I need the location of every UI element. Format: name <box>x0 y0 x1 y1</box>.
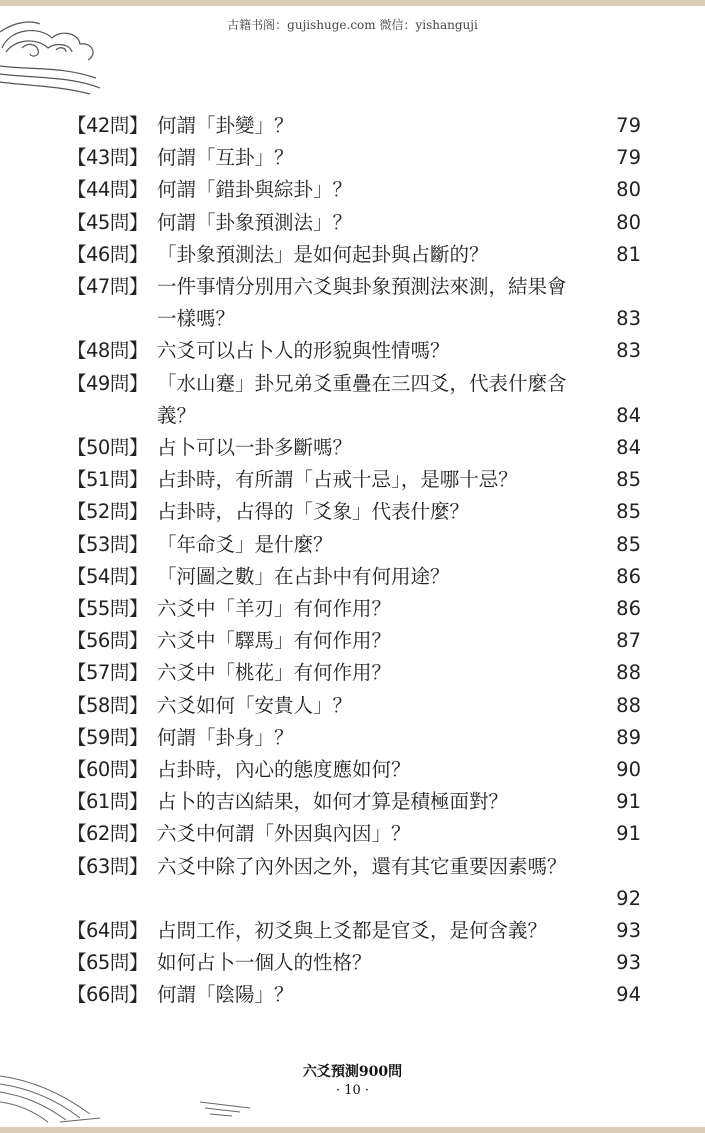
bottom-border <box>0 1127 705 1133</box>
toc-entry[interactable] <box>67 786 647 818</box>
page-reference: 79 <box>616 114 641 137</box>
page-reference: 94 <box>616 983 641 1007</box>
question-number: 【47問】 <box>67 275 148 299</box>
question-title: 「水山蹇」卦兄弟爻重疊在三四爻，代表什麼含 <box>157 371 567 395</box>
page-reference: 88 <box>616 661 641 685</box>
question-title: 六爻可以占卜人的形貌與性情嗎？ <box>157 339 450 363</box>
page-reference: 91 <box>616 790 641 814</box>
question-title: 何謂「陰陽」？ <box>157 983 294 1007</box>
question-title: 占卜可以一卦多斷嗎？ <box>157 436 353 460</box>
toc-entry[interactable] <box>67 432 647 464</box>
question-number: 【53問】 <box>67 532 148 556</box>
question-title: 六爻中除了內外因之外，還有其它重要因素嗎？ <box>157 854 567 878</box>
question-title: 占卦時，占得的「爻象」代表什麼？ <box>157 500 470 524</box>
question-title: 何謂「卦象預測法」？ <box>157 210 353 234</box>
question-number: 【56問】 <box>67 629 148 653</box>
toc-entry[interactable] <box>67 561 647 593</box>
toc-entry[interactable] <box>67 915 647 947</box>
table-of-contents <box>67 110 647 1012</box>
page-reference: 83 <box>616 339 641 363</box>
question-title: 一件事情分別用六爻與卦象預測法來測，結果會 <box>157 275 567 299</box>
toc-entry[interactable] <box>67 947 647 979</box>
page-number: · 10 · <box>335 1083 370 1098</box>
toc-entry[interactable] <box>67 593 647 625</box>
page-reference: 86 <box>616 564 641 588</box>
toc-entry[interactable] <box>67 979 647 1011</box>
question-title-continued <box>157 303 647 335</box>
question-title: 六爻中何謂「外因與內因」？ <box>157 822 411 846</box>
toc-entry[interactable] <box>67 368 647 432</box>
question-title-continued <box>157 400 647 432</box>
toc-entry[interactable] <box>67 271 647 335</box>
page-reference: 93 <box>616 919 641 943</box>
question-number: 【42問】 <box>67 114 148 137</box>
page-reference: 83 <box>616 307 641 331</box>
page-reference: 88 <box>616 693 641 717</box>
page-reference: 80 <box>616 178 641 202</box>
question-number: 【54問】 <box>67 564 148 588</box>
toc-entry[interactable] <box>67 625 647 657</box>
question-number: 【50問】 <box>67 436 148 460</box>
page-reference: 86 <box>616 597 641 621</box>
question-number: 【52問】 <box>67 500 148 524</box>
question-number: 【51問】 <box>67 468 148 492</box>
question-title: 占卦時，內心的態度應如何？ <box>157 758 411 782</box>
page-reference: 80 <box>616 210 641 234</box>
question-title: 六爻如何「安貴人」？ <box>157 693 353 717</box>
page-reference: 79 <box>616 146 641 170</box>
question-title-continued-text: 義？ <box>157 403 197 427</box>
question-number: 【55問】 <box>67 597 148 621</box>
toc-entry[interactable] <box>67 690 647 722</box>
page-reference: 84 <box>616 436 641 460</box>
question-number: 【64問】 <box>67 919 148 943</box>
page-reference: 87 <box>616 629 641 653</box>
question-title: 何謂「互卦」？ <box>157 146 294 170</box>
page-reference: 91 <box>616 822 641 846</box>
toc-entry[interactable] <box>67 174 647 206</box>
page-reference: 81 <box>616 242 641 266</box>
question-title: 「卦象預測法」是如何起卦與占斷的？ <box>157 242 489 266</box>
question-number: 【61問】 <box>67 790 148 814</box>
page-reference: 85 <box>616 468 641 492</box>
toc-entry[interactable] <box>67 207 647 239</box>
question-number: 【63問】 <box>67 854 148 878</box>
question-title: 占卦時，有所謂「占戒十忌」，是哪十忌？ <box>157 468 518 492</box>
book-title: 六爻預測900問 <box>302 1064 403 1080</box>
question-number: 【44問】 <box>67 178 148 202</box>
question-title: 何謂「卦變」？ <box>157 114 294 137</box>
top-border <box>0 0 705 6</box>
page-reference: 92 <box>616 886 641 910</box>
toc-entry[interactable] <box>67 335 647 367</box>
page-reference: 90 <box>616 758 641 782</box>
page-reference: 85 <box>616 500 641 524</box>
question-title: 「河圖之數」在占卦中有何用途？ <box>157 564 450 588</box>
question-title: 占問工作，初爻與上爻都是官爻，是何含義？ <box>157 919 548 943</box>
question-title-continued-text: 一樣嗎？ <box>157 307 236 331</box>
watermark-text: 古籍书阁：gujishuge.com 微信：yishanguji <box>227 18 478 32</box>
toc-entry[interactable] <box>67 239 647 271</box>
toc-entry[interactable] <box>67 110 647 142</box>
question-title: 何謂「卦身」？ <box>157 725 294 749</box>
question-title: 六爻中「桃花」有何作用？ <box>157 661 392 685</box>
question-title: 六爻中「羊刃」有何作用？ <box>157 597 392 621</box>
toc-entry[interactable] <box>67 657 647 689</box>
toc-entry[interactable] <box>67 818 647 850</box>
toc-entry[interactable] <box>67 722 647 754</box>
question-number: 【62問】 <box>67 822 148 846</box>
question-number: 【60問】 <box>67 758 148 782</box>
question-number: 【45問】 <box>67 210 148 234</box>
question-number: 【66問】 <box>67 983 148 1007</box>
toc-entry[interactable] <box>67 754 647 786</box>
question-title: 如何占卜一個人的性格？ <box>157 951 372 975</box>
question-number: 【58問】 <box>67 693 148 717</box>
toc-entry[interactable] <box>67 464 647 496</box>
page-reference: 84 <box>616 403 641 427</box>
toc-entry[interactable] <box>67 142 647 174</box>
question-title: 「年命爻」是什麼？ <box>157 532 333 556</box>
page-reference: 85 <box>616 532 641 556</box>
toc-entry[interactable] <box>67 496 647 528</box>
page-reference: 89 <box>616 725 641 749</box>
question-title: 何謂「錯卦與綜卦」？ <box>157 178 353 202</box>
page-reference: 93 <box>616 951 641 975</box>
question-number: 【43問】 <box>67 146 148 170</box>
question-number: 【46問】 <box>67 242 148 266</box>
question-title: 占卜的吉凶結果，如何才算是積極面對？ <box>157 790 509 814</box>
toc-entry[interactable] <box>67 529 647 561</box>
question-title: 六爻中「驛馬」有何作用？ <box>157 629 392 653</box>
question-number: 【59問】 <box>67 725 148 749</box>
question-number: 【49問】 <box>67 371 148 395</box>
question-number: 【65問】 <box>67 951 148 975</box>
question-number: 【57問】 <box>67 661 148 685</box>
toc-entry[interactable] <box>67 851 647 915</box>
question-number: 【48問】 <box>67 339 148 363</box>
